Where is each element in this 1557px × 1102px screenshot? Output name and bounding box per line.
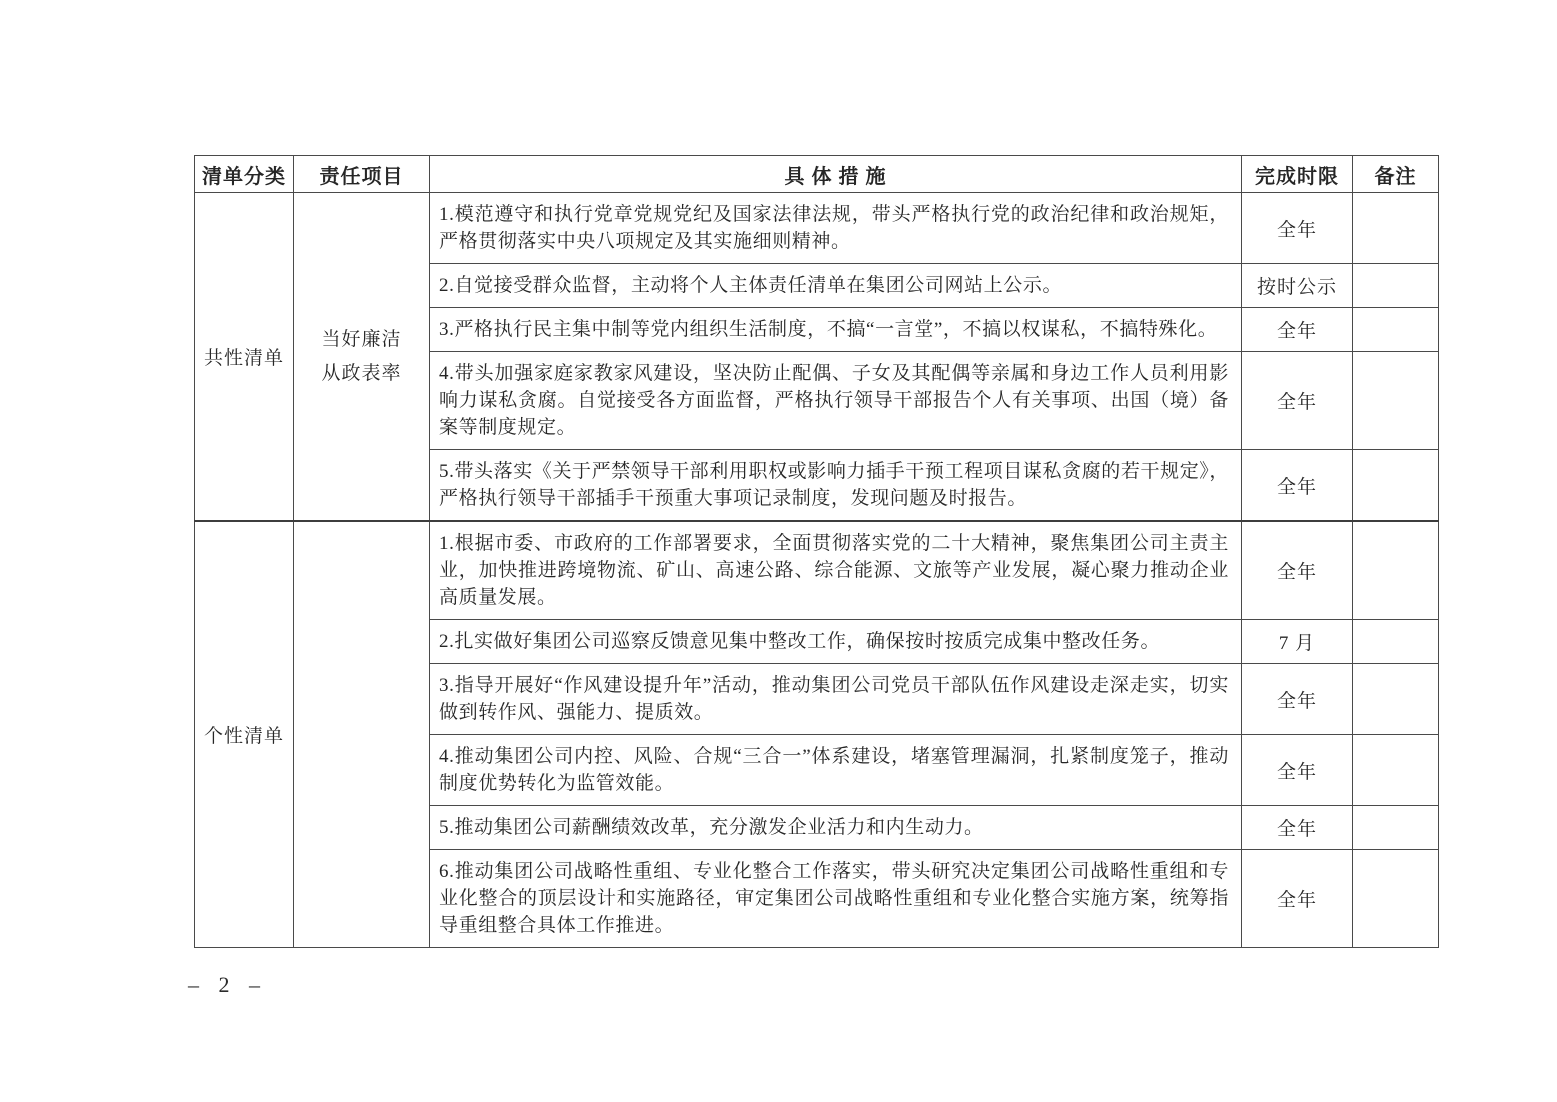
deadline-cell: 全年 <box>1242 806 1353 850</box>
deadline-cell: 全年 <box>1242 850 1353 948</box>
measure-cell: 2.扎实做好集团公司巡察反馈意见集中整改工作，确保按时按质完成集中整改任务。 <box>430 620 1242 664</box>
measure-cell: 4.带头加强家庭家教家风建设，坚决防止配偶、子女及其配偶等亲属和身边工作人员利用影响力谋私贪腐。自觉接受各方面监督，严格执行领导干部报告个人有关事项、出国（境）备案等制度规定。 <box>430 352 1242 450</box>
measure-cell: 3.严格执行民主集中制等党内组织生活制度，不搞“一言堂”，不搞以权谋私，不搞特殊化。 <box>430 308 1242 352</box>
deadline-cell: 全年 <box>1242 735 1353 806</box>
remark-cell <box>1353 264 1439 308</box>
remark-cell <box>1353 735 1439 806</box>
header-cell-category: 清单分类 <box>195 156 294 193</box>
deadline-cell: 全年 <box>1242 450 1353 522</box>
category-cell: 共性清单 <box>195 193 294 522</box>
deadline-cell: 全年 <box>1242 308 1353 352</box>
project-cell-label: 当好廉洁从政表率 <box>321 328 402 384</box>
remark-cell <box>1353 850 1439 948</box>
measure-cell: 5.推动集团公司薪酬绩效改革，充分激发企业活力和内生动力。 <box>430 806 1242 850</box>
responsibility-table <box>194 155 1439 948</box>
deadline-cell: 全年 <box>1242 193 1353 264</box>
table-row <box>195 521 1439 620</box>
header-cell-measures: 具 体 措 施 <box>430 156 1242 193</box>
measure-cell: 1.模范遵守和执行党章党规党纪及国家法律法规，带头严格执行党的政治纪律和政治规矩，严格贯彻落实中央八项规定及其实施细则精神。 <box>430 193 1242 264</box>
category-cell: 个性清单 <box>195 521 294 948</box>
deadline-cell: 全年 <box>1242 352 1353 450</box>
remark-cell <box>1353 521 1439 620</box>
deadline-cell: 按时公示 <box>1242 264 1353 308</box>
deadline-cell: 7 月 <box>1242 620 1353 664</box>
project-cell <box>294 193 430 522</box>
remark-cell <box>1353 620 1439 664</box>
deadline-cell: 全年 <box>1242 664 1353 735</box>
remark-cell <box>1353 308 1439 352</box>
remark-cell <box>1353 664 1439 735</box>
project-cell <box>294 521 430 948</box>
remark-cell <box>1353 450 1439 522</box>
measure-cell: 6.推动集团公司战略性重组、专业化整合工作落实，带头研究决定集团公司战略性重组和专业化整合的顶层设计和实施路径，审定集团公司战略性重组和专业化整合实施方案，统筹指导重组整合具体工作推进。 <box>430 850 1242 948</box>
table-header-row <box>195 156 1439 193</box>
responsibility-table-wrap <box>194 155 1438 948</box>
page-number: – 2 – <box>188 972 267 997</box>
header-cell-deadline: 完成时限 <box>1242 156 1353 193</box>
header-cell-project: 责任项目 <box>294 156 430 193</box>
measure-cell: 5.带头落实《关于严禁领导干部利用职权或影响力插手干预工程项目谋私贪腐的若干规定》，严格执行领导干部插手干预重大事项记录制度，发现问题及时报告。 <box>430 450 1242 522</box>
table-body <box>195 193 1439 948</box>
remark-cell <box>1353 806 1439 850</box>
deadline-cell: 全年 <box>1242 521 1353 620</box>
measure-cell: 1.根据市委、市政府的工作部署要求，全面贯彻落实党的二十大精神，聚焦集团公司主责主业，加快推进跨境物流、矿山、高速公路、综合能源、文旅等产业发展，凝心聚力推动企业高质量发展。 <box>430 521 1242 620</box>
measure-cell: 4.推动集团公司内控、风险、合规“三合一”体系建设，堵塞管理漏洞，扎紧制度笼子，推动制度优势转化为监管效能。 <box>430 735 1242 806</box>
header-cell-remarks: 备注 <box>1353 156 1439 193</box>
measure-cell: 3.指导开展好“作风建设提升年”活动，推动集团公司党员干部队伍作风建设走深走实，切实做到转作风、强能力、提质效。 <box>430 664 1242 735</box>
table-row <box>195 193 1439 264</box>
remark-cell <box>1353 193 1439 264</box>
measure-cell: 2.自觉接受群众监督，主动将个人主体责任清单在集团公司网站上公示。 <box>430 264 1242 308</box>
remark-cell <box>1353 352 1439 450</box>
